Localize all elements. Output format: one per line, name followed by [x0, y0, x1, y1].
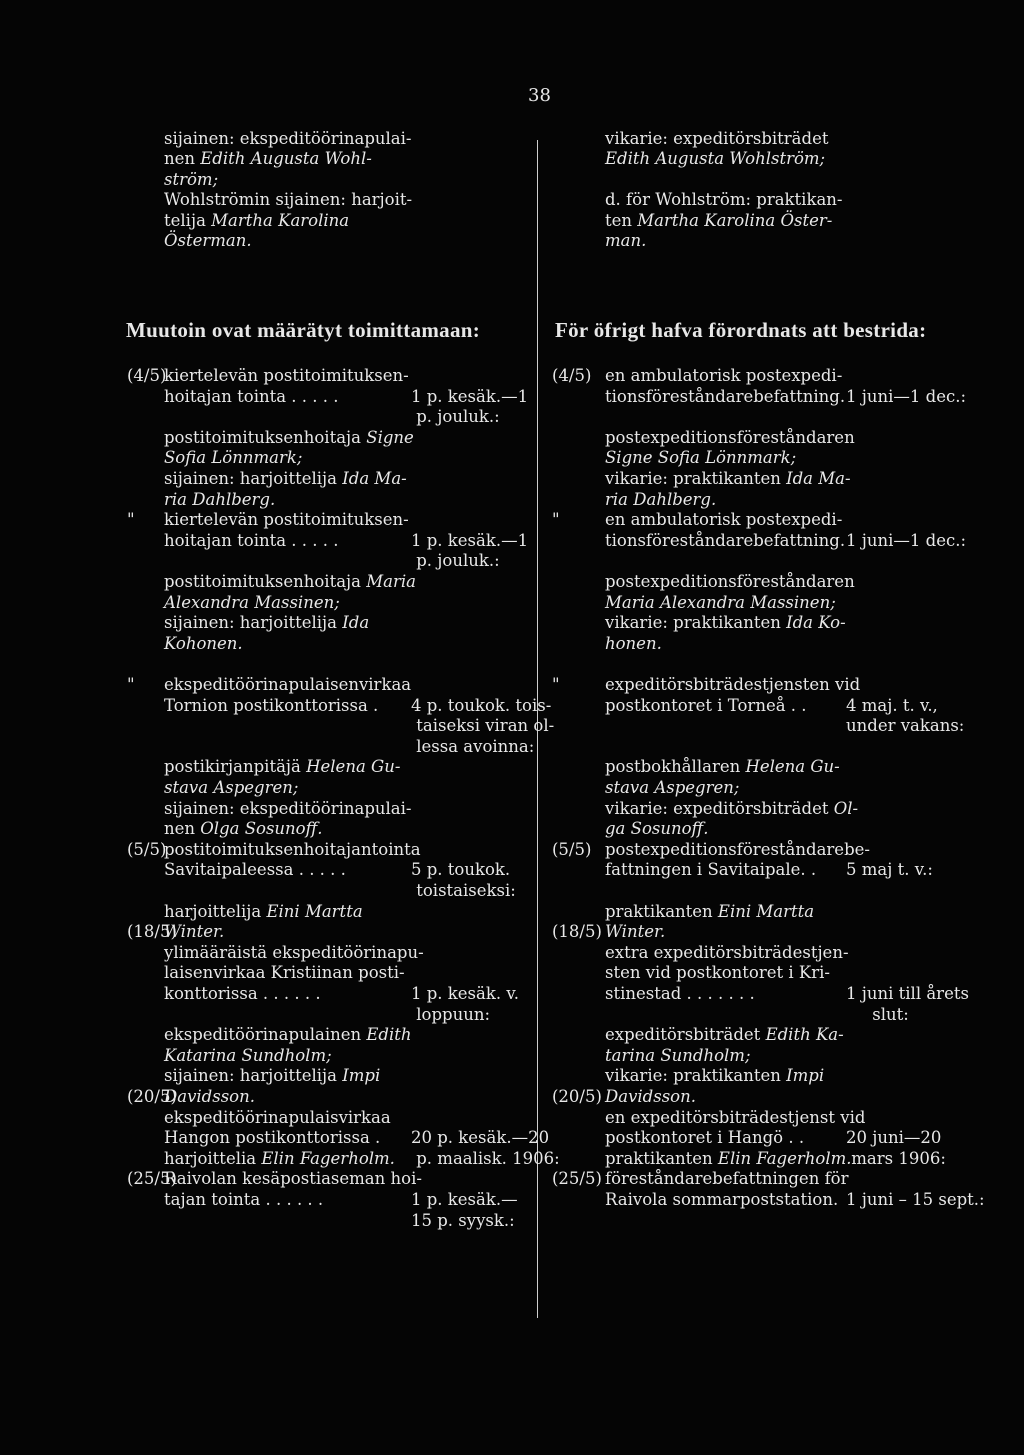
entry-period: taiseksi viran ol-	[411, 716, 555, 736]
entry-text-line: ria Dahlberg.	[164, 489, 276, 509]
entry-date-mark: (20/5)	[127, 1087, 177, 1106]
intro-line: sijainen: ekspeditöörinapulai-	[164, 129, 412, 148]
entry-text-line: harjoittelia Elin Fagerholm.	[164, 1148, 395, 1168]
entry-date-mark: (4/5)	[552, 366, 592, 385]
entry-text-line: Winter.	[605, 922, 666, 942]
entry-date-mark: (5/5)	[552, 839, 592, 859]
entry-text-line: Raivolan kesäpostiaseman hoi-	[164, 1169, 422, 1189]
entry-text-line: sten vid postkontoret i Kri-	[605, 963, 830, 983]
intro-line: ström;	[164, 169, 219, 189]
entry-text-line: expeditörsbiträdet Edith Ka-	[605, 1025, 844, 1045]
entry-text-line: Alexandra Massinen;	[164, 592, 340, 612]
entry-text-line: vikarie: praktikanten Ida Ko-	[605, 613, 846, 633]
entry-period: p. jouluk.:	[411, 407, 500, 427]
entry-text-line: Winter.	[164, 922, 225, 942]
intro-line: telija Martha Karolina	[164, 210, 350, 230]
entry-date-mark: "	[127, 675, 135, 694]
entry-text-line: Maria Alexandra Massinen;	[605, 592, 836, 612]
entry-text-line: ga Sosunoff.	[605, 819, 709, 839]
entry-period: under vakans:	[846, 716, 965, 736]
entry-text-line: stava Aspegren;	[605, 778, 740, 797]
entry-period: 1 juni—1 dec.:	[846, 530, 967, 550]
entry-text-line: postitoimituksenhoitaja Maria	[164, 572, 416, 591]
entry-text-line: postexpeditionsföreståndaren	[605, 427, 855, 447]
entry-text-line: en ambulatorisk postexpedi-	[605, 366, 843, 385]
entry-period: 15 p. syysk.:	[411, 1210, 515, 1230]
entry-text-line: sijainen: harjoittelija Impi	[164, 1066, 381, 1086]
entry-date-mark: (18/5)	[127, 922, 177, 942]
entry-period: 1 p. kesäk.—1	[411, 386, 529, 406]
entry-text-line: praktikanten Eini Martta	[605, 901, 815, 921]
intro-line: Edith Augusta Wohlström;	[605, 149, 826, 169]
entry-date-mark: (25/5)	[127, 1169, 177, 1189]
entry-text-line: Savitaipaleessa . . . . .	[164, 860, 346, 880]
entry-text-line: konttorissa . . . . . .	[164, 984, 321, 1003]
entry-text-line: praktikanten Elin Fagerholm.	[605, 1148, 852, 1168]
intro-line: man.	[605, 231, 647, 250]
entry-text-line: en expeditörsbiträdestjenst vid	[605, 1107, 866, 1127]
entry-text-line: ekspeditöörinapulaisenvirkaa	[164, 675, 412, 694]
entry-text-line: vikarie: praktikanten Impi	[605, 1066, 825, 1086]
entry-text-line: tionsföreståndarebefattning.	[605, 530, 846, 550]
entry-date-mark: (25/5)	[552, 1169, 602, 1189]
entry-text-line: Davidsson.	[605, 1087, 696, 1106]
entry-period: 5 maj t. v.:	[846, 860, 933, 880]
entry-date-mark: (5/5)	[127, 839, 167, 859]
entry-text-line: Signe Sofia Lönnmark;	[605, 448, 797, 468]
entry-period: 1 juni—1 dec.:	[846, 386, 967, 406]
entry-date-mark: "	[552, 510, 560, 530]
entry-period: toistaiseksi:	[411, 881, 516, 900]
entry-text-line: postitoimituksenhoitaja Signe	[164, 427, 414, 447]
entry-text-line: postitoimituksenhoitajantointa	[164, 839, 421, 859]
entry-text-line: Katarina Sundholm;	[164, 1045, 332, 1065]
entry-text-line: Raivola sommarpoststation.	[605, 1190, 839, 1209]
entry-text-line: tajan tointa . . . . . .	[164, 1190, 324, 1209]
entry-text-line: hoitajan tointa . . . . .	[164, 530, 339, 550]
entry-text-line: postikirjanpitäjä Helena Gu-	[164, 757, 401, 777]
entry-text-line: honen.	[605, 633, 662, 653]
entry-text-line: föreståndarebefattningen för	[605, 1169, 849, 1189]
entry-text-line: stinestad . . . . . . .	[605, 984, 755, 1003]
entry-date-mark: "	[127, 510, 135, 530]
entry-text-line: stava Aspegren;	[164, 778, 299, 797]
entry-text-line: ria Dahlberg.	[605, 489, 717, 509]
entry-date-mark: "	[552, 675, 560, 694]
entry-text-line: tionsföreståndarebefattning.	[605, 386, 846, 406]
entry-period: slut:	[846, 1004, 909, 1024]
entry-text-line: Hangon postikonttorissa .	[164, 1128, 381, 1148]
page-number: 38	[528, 85, 551, 106]
entry-period: 20 p. kesäk.—20	[411, 1128, 550, 1148]
intro-line: nen Edith Augusta Wohl-	[164, 149, 372, 169]
entry-text-line: ekspeditöörinapulainen Edith	[164, 1025, 412, 1045]
entry-date-mark: (4/5)	[127, 366, 167, 385]
entry-text-line: vikarie: praktikanten Ida Ma-	[605, 469, 851, 488]
entry-date-mark: (20/5)	[552, 1087, 602, 1106]
entry-text-line: Kohonen.	[164, 633, 243, 653]
entry-text-line: ekspeditöörinapulaisvirkaa	[164, 1107, 391, 1127]
entry-text-line: postexpeditionsföreståndaren	[605, 572, 855, 591]
entry-period: mars 1906:	[846, 1148, 946, 1168]
entry-text-line: nen Olga Sosunoff.	[164, 819, 323, 839]
heading-finnish: Muutoin ovat määrätyt toimittamaan:	[126, 318, 481, 342]
entry-period: 4 p. toukok. tois-	[411, 695, 552, 715]
entry-text-line: laisenvirkaa Kristiinan posti-	[164, 963, 405, 983]
intro-line: ten Martha Karolina Öster-	[605, 210, 833, 230]
entry-text-line: kiertelevän postitoimituksen-	[164, 510, 409, 530]
heading-swedish: För öfrigt hafva förordnats att bestrida:	[555, 318, 927, 342]
entry-text-line: extra expeditörsbiträdestjen-	[605, 942, 849, 962]
entry-text-line: postkontoret i Torneå . .	[605, 695, 807, 715]
entry-text-line: sijainen: ekspeditöörinapulai-	[164, 798, 412, 818]
entry-period: 5 p. toukok.	[411, 860, 511, 880]
entry-period: loppuun:	[411, 1004, 491, 1024]
entry-text-line: Tornion postikonttorissa .	[164, 695, 379, 715]
intro-line: vikarie: expeditörsbiträdet	[605, 129, 829, 148]
entry-date-mark: (18/5)	[552, 922, 602, 942]
entry-text-line: tarina Sundholm;	[605, 1045, 751, 1065]
entry-period: p. jouluk.:	[411, 551, 500, 571]
entry-text-line: postexpeditionsföreståndarebe-	[605, 839, 870, 859]
entry-text-line: Davidsson.	[164, 1087, 255, 1106]
entry-period: lessa avoinna:	[411, 736, 535, 756]
intro-line: Österman.	[164, 231, 252, 250]
entry-text-line: fattningen i Savitaipale. .	[605, 860, 817, 880]
entry-text-line: ylimääräistä ekspeditöörinapu-	[164, 942, 424, 962]
entry-text-line: hoitajan tointa . . . . .	[164, 386, 339, 406]
entry-period: 1 p. kesäk.—	[411, 1190, 518, 1209]
entry-period: 1 p. kesäk.—1	[411, 530, 529, 550]
entry-text-line: harjoittelija Eini Martta	[164, 901, 363, 921]
entry-text-line: kiertelevän postitoimituksen-	[164, 366, 409, 385]
entry-period: p. maalisk. 1906:	[411, 1148, 560, 1168]
entry-text-line: en ambulatorisk postexpedi-	[605, 510, 843, 530]
entry-period: 4 maj. t. v.,	[846, 695, 938, 715]
entry-text-line: vikarie: expeditörsbiträdet Ol-	[605, 798, 859, 818]
entry-text-line: sijainen: harjoittelija Ida Ma-	[164, 469, 407, 488]
intro-line: d. för Wohlström: praktikan-	[605, 190, 843, 210]
entry-period: 1 juni – 15 sept.:	[846, 1190, 985, 1209]
entry-period: 20 juni—20	[846, 1128, 942, 1148]
entry-text-line: expeditörsbiträdestjensten vid	[605, 675, 861, 694]
intro-line: Wohlströmin sijainen: harjoit-	[164, 190, 413, 210]
entry-text-line: Sofia Lönnmark;	[164, 448, 303, 468]
entry-period: 1 juni till årets	[846, 984, 969, 1003]
entry-text-line: postbokhållaren Helena Gu-	[605, 757, 840, 777]
entry-text-line: postkontoret i Hangö . .	[605, 1128, 805, 1148]
entry-text-line: sijainen: harjoittelija Ida	[164, 613, 370, 633]
entry-period: 1 p. kesäk. v.	[411, 984, 519, 1003]
